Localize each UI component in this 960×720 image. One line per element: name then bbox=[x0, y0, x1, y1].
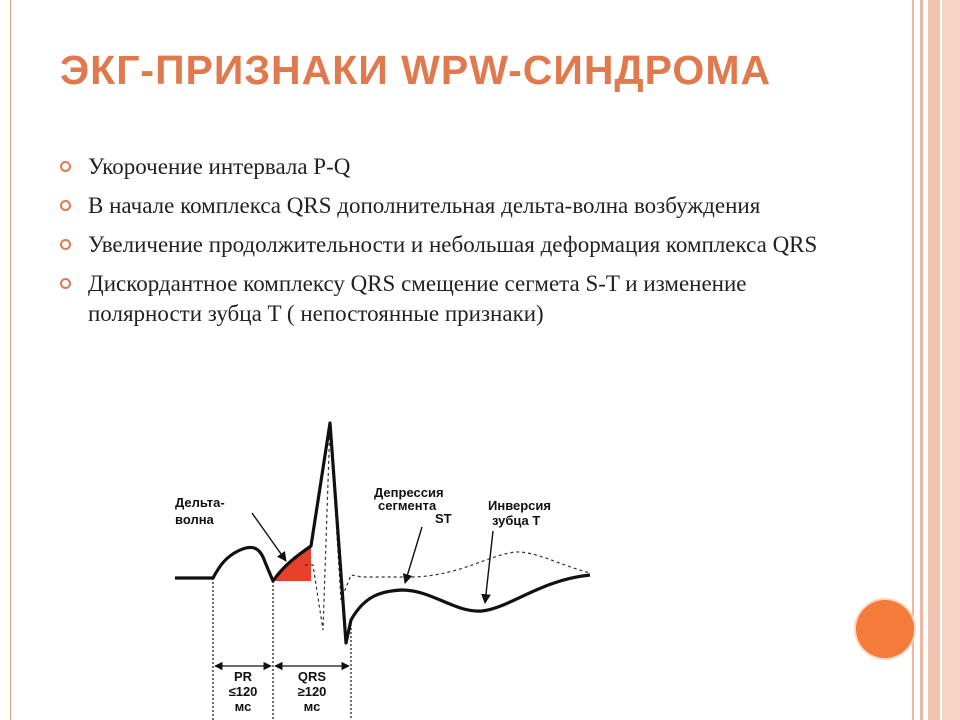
t-inversion-label-line2: зубца Т bbox=[492, 513, 541, 528]
bullet-item bbox=[58, 152, 858, 182]
qrs-label-line1: QRS bbox=[297, 669, 327, 684]
bullet-list bbox=[58, 152, 858, 338]
delta-wave-label-line1: Дельта- bbox=[175, 495, 225, 510]
qrs-label-line3: мс bbox=[303, 699, 321, 714]
slide-title: ЭКГ-ПРИЗНАКИ WPW-СИНДРОМА bbox=[60, 47, 772, 93]
st-depression-label-line2: сегмента bbox=[378, 498, 437, 513]
wpw-ecg-line bbox=[175, 423, 590, 643]
left-border-line bbox=[10, 0, 11, 720]
qrs-label-line2: ≥120 bbox=[297, 684, 327, 699]
normal-ecg-dashed-line bbox=[305, 423, 590, 630]
stripe bbox=[920, 0, 923, 720]
bullet-circle-icon bbox=[60, 278, 71, 289]
bullet-item bbox=[58, 269, 858, 329]
bullet-item bbox=[58, 230, 858, 260]
delta-wave-label-line2: волна bbox=[175, 512, 214, 527]
stripe bbox=[912, 0, 914, 720]
bullet-item bbox=[58, 191, 858, 221]
t-inversion-label-line1: Инверсия bbox=[488, 498, 551, 513]
t-inversion-arrow bbox=[485, 531, 493, 603]
bullet-text: Укорочение интервала P-Q bbox=[88, 154, 351, 179]
bullet-text: Увеличение продолжительности и небольшая деформация комплекса QRS bbox=[88, 232, 818, 257]
bullet-circle-icon bbox=[60, 161, 71, 172]
delta-wave-arrow bbox=[252, 513, 286, 561]
stripe bbox=[928, 0, 940, 720]
pr-label-line3: мс bbox=[234, 699, 252, 714]
pr-label-line2: ≤120 bbox=[228, 684, 258, 699]
decorative-orange-circle bbox=[856, 600, 914, 658]
stripe bbox=[942, 0, 960, 720]
st-depression-label-line3: ST bbox=[435, 511, 452, 526]
st-depression-arrow bbox=[405, 527, 422, 583]
bullet-text: Дискордантное комплексу QRS смещение сегмета S-T и изменение полярности зубца T ( непостоянные признаки) bbox=[88, 271, 747, 326]
bullet-text: В начале комплекса QRS дополнительная дельта-волна возбуждения bbox=[88, 193, 761, 218]
pr-label-line1: PR bbox=[233, 669, 253, 684]
st-depression-label-line1: Депрессия bbox=[374, 485, 444, 500]
ecg-diagram bbox=[160, 415, 600, 720]
bullet-circle-icon bbox=[60, 200, 71, 211]
bullet-circle-icon bbox=[60, 239, 71, 250]
right-decorative-stripes bbox=[912, 0, 960, 720]
